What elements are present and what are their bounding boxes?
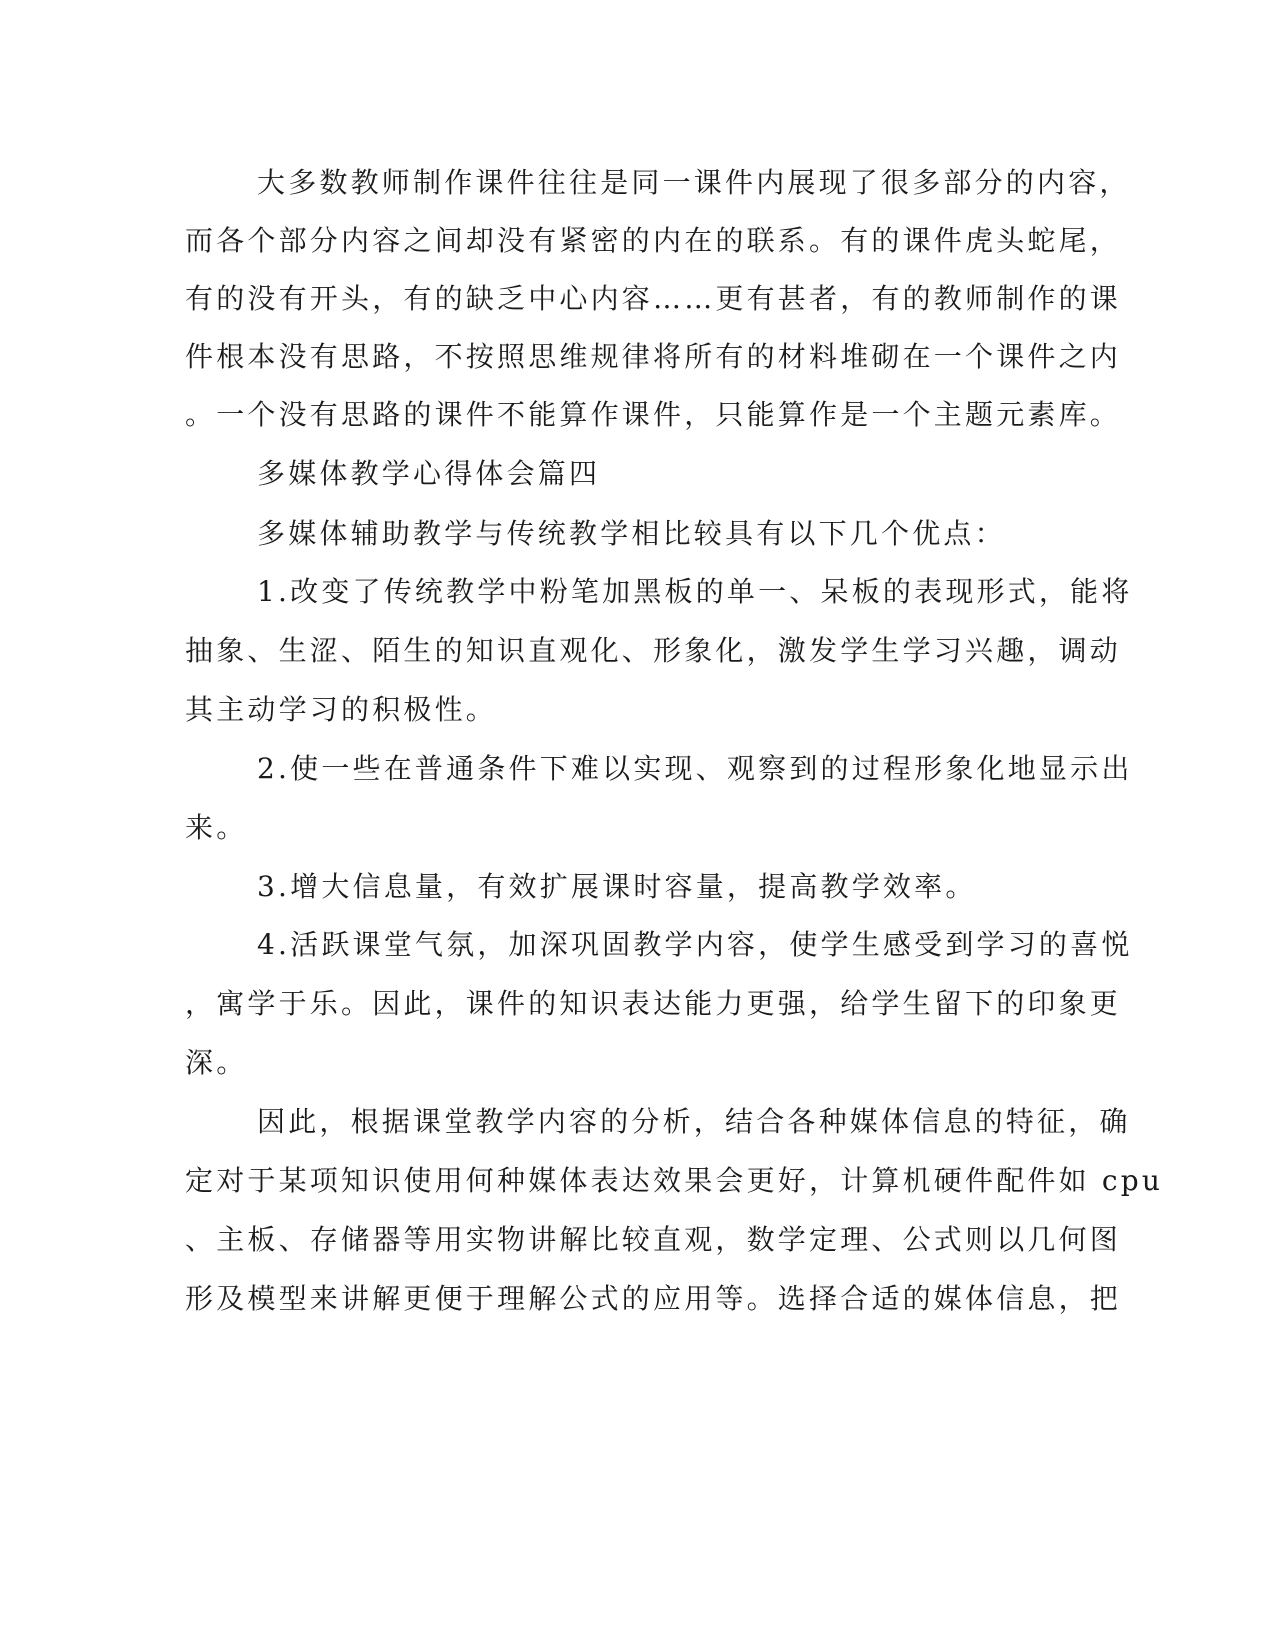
paragraph-line: 件根本没有思路，不按照思维规律将所有的材料堆砌在一个课件之内	[185, 340, 1122, 373]
paragraph-line: 因此，根据课堂教学内容的分析，结合各种媒体信息的特征，确	[257, 1105, 1131, 1138]
list-item-line: 1.改变了传统教学中粉笔加黑板的单一、呆板的表现形式，能将	[257, 575, 1133, 608]
paragraph-line: 而各个部分内容之间却没有紧密的内在的联系。有的课件虎头蛇尾，	[185, 224, 1122, 257]
list-item-line: 深。	[185, 1046, 248, 1079]
paragraph-line: 形及模型来讲解更便于理解公式的应用等。选择合适的媒体信息，把	[185, 1282, 1122, 1315]
list-item-line: 抽象、生涩、陌生的知识直观化、形象化，激发学生学习兴趣，调动	[185, 634, 1122, 667]
paragraph-line: 有的没有开头，有的缺乏中心内容……更有甚者，有的教师制作的课	[185, 282, 1122, 315]
section-heading: 多媒体教学心得体会篇四	[257, 457, 601, 490]
paragraph-line: 多媒体辅助教学与传统教学相比较具有以下几个优点：	[257, 517, 1006, 550]
list-item-line: 4.活跃课堂气氛，加深巩固教学内容，使学生感受到学习的喜悦	[257, 928, 1133, 961]
list-item-line: ，寓学于乐。因此，课件的知识表达能力更强，给学生留下的印象更	[185, 987, 1122, 1020]
paragraph-line: 、主板、存储器等用实物讲解比较直观，数学定理、公式则以几何图	[185, 1223, 1122, 1256]
paragraph-line: 。一个没有思路的课件不能算作课件，只能算作是一个主题元素库。	[185, 398, 1122, 431]
list-item-line: 3.增大信息量，有效扩展课时容量，提高教学效率。	[257, 870, 977, 903]
list-item-line: 2.使一些在普通条件下难以实现、观察到的过程形象化地显示出	[257, 752, 1133, 785]
list-item-line: 其主动学习的积极性。	[185, 693, 498, 726]
paragraph-line: 大多数教师制作课件往往是同一课件内展现了很多部分的内容，	[257, 166, 1131, 199]
list-item-line: 来。	[185, 811, 248, 844]
paragraph-line: 定对于某项知识使用何种媒体表达效果会更好，计算机硬件配件如 cpu	[185, 1164, 1164, 1197]
